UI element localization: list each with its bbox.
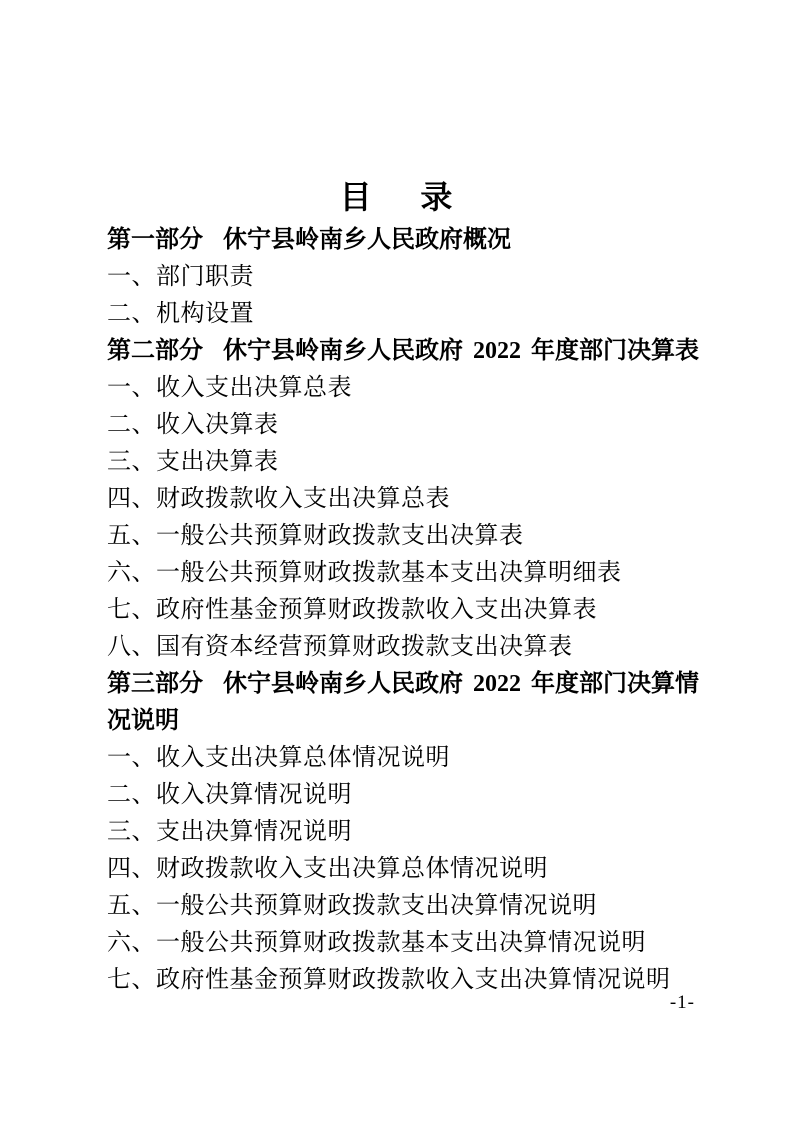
toc-entry: 一、收入支出决算总表 — [107, 375, 352, 401]
page-number: -1- — [669, 992, 695, 1013]
toc-entry: 四、财政拨款收入支出决算总表 — [107, 486, 450, 512]
table-of-contents — [107, 222, 707, 999]
toc-entry: 五、一般公共预算财政拨款支出决算情况说明 — [107, 893, 597, 919]
toc-entry: 七、政府性基金预算财政拨款收入支出决算表 — [107, 597, 597, 623]
toc-part2-heading: 第二部分 休宁县岭南乡人民政府 2022 年度部门决算表 — [107, 338, 699, 364]
toc-entry: 四、财政拨款收入支出决算总体情况说明 — [107, 856, 548, 882]
toc-entry: 二、收入决算情况说明 — [107, 782, 352, 808]
toc-entry: 三、支出决算情况说明 — [107, 819, 352, 845]
toc-entry: 六、一般公共预算财政拨款基本支出决算明细表 — [107, 560, 622, 586]
toc-entry: 五、一般公共预算财政拨款支出决算表 — [107, 523, 524, 549]
toc-entry: 一、部门职责 — [107, 264, 254, 290]
toc-entry: 三、支出决算表 — [107, 449, 279, 475]
toc-entry: 七、政府性基金预算财政拨款收入支出决算情况说明 — [107, 967, 671, 993]
toc-entry: 一、收入支出决算总体情况说明 — [107, 745, 450, 771]
page-title: 目 录 — [339, 179, 454, 215]
toc-entry: 六、一般公共预算财政拨款基本支出决算情况说明 — [107, 930, 646, 956]
toc-part1-heading: 第一部分 休宁县岭南乡人民政府概况 — [107, 227, 511, 253]
toc-entry: 二、机构设置 — [107, 301, 254, 327]
toc-entry: 八、国有资本经营预算财政拨款支出决算表 — [107, 634, 573, 660]
toc-entry: 二、收入决算表 — [107, 412, 279, 438]
toc-part3-heading: 第三部分 休宁县岭南乡人民政府 2022 年度部门决算情况说明 — [107, 671, 699, 734]
